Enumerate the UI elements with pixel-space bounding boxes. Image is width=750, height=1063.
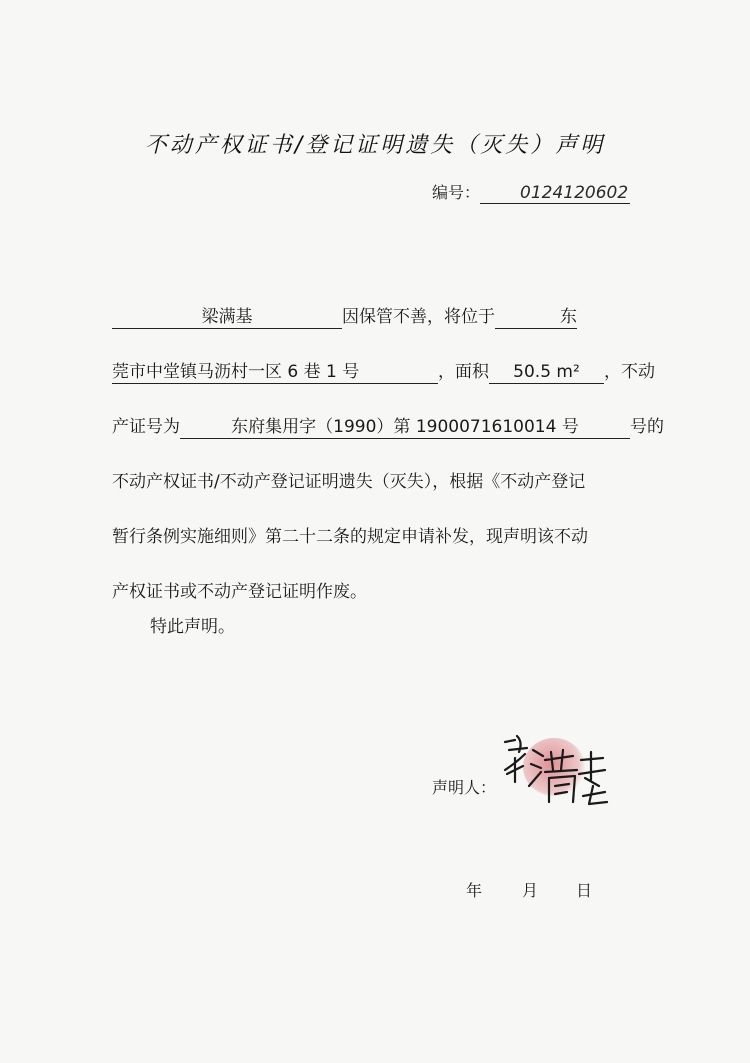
date-month-label: 月 [522, 881, 539, 900]
area-value: 50.5 m² [489, 361, 604, 384]
body-text-1: 因保管不善，将位于 [342, 307, 495, 327]
body-line-4: 不动产权证书/不动产登记证明遗失（灭失），根据《不动产登记 [112, 472, 586, 492]
location-part-a: 东 [495, 306, 577, 329]
body-text-2: ，面积 [438, 362, 489, 382]
body-line-2 [112, 345, 682, 400]
number-value: 0124120602 [480, 183, 630, 204]
owner-name: 梁满基 [112, 306, 342, 329]
body-line-6: 产权证书或不动产登记证明作废。 [112, 582, 367, 602]
signature-area [495, 730, 615, 820]
date-year-label: 年 [466, 881, 483, 900]
date-day-label: 日 [576, 881, 593, 900]
body-line-3 [112, 400, 682, 455]
number-label: 编号： [432, 183, 481, 202]
location-part-b: 莞市中堂镇马沥村一区 6 巷 1 号 [112, 361, 438, 384]
signer-label: 声明人： [432, 778, 497, 797]
document-number-row [432, 180, 630, 204]
date-row [466, 878, 592, 901]
certificate-number: 东府集用字（1990）第 1900071610014 号 [180, 416, 630, 439]
body-text-5: 号的 [630, 417, 664, 437]
closing-statement: 特此声明。 [150, 617, 235, 637]
body-text-3: ，不动 [604, 362, 655, 382]
document-title: 不动产权证书/登记证明遗失（灭失）声明 [144, 133, 606, 158]
body-text-4: 产证号为 [112, 417, 180, 437]
body-line-1 [112, 290, 682, 345]
handwritten-signature [495, 730, 615, 820]
declaration-body [112, 290, 682, 620]
body-line-5: 暂行条例实施细则》第二十二条的规定申请补发，现声明该不动 [112, 527, 588, 547]
